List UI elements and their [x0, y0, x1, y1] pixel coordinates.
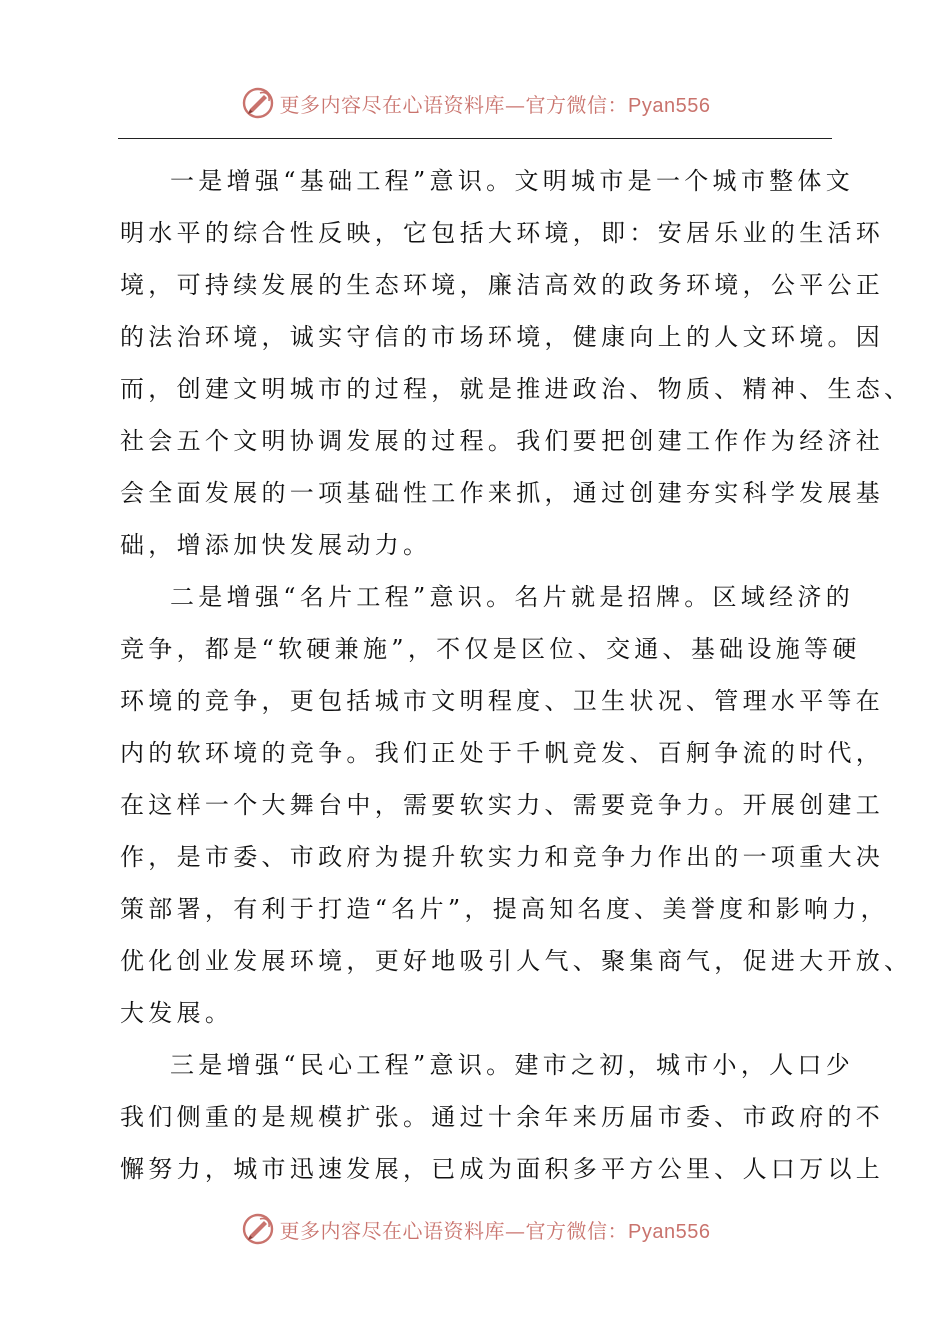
text-line: 二是增强“名片工程”意识。名片就是招牌。区域经济的: [170, 583, 855, 611]
text-line: 内的软环境的竞争。我们正处于千帆竞发、百舸争流的时代，: [120, 739, 885, 767]
brand-logo-icon: [240, 1211, 276, 1247]
text-line: 社会五个文明协调发展的过程。我们要把创建工作作为经济社: [120, 427, 885, 455]
page-footer: [0, 1206, 950, 1252]
header-brand-text: [280, 89, 711, 118]
text-line: 一是增强“基础工程”意识。文明城市是一个城市整体文: [170, 167, 855, 195]
header-brand-label: 更多内容尽在心语资料库—官方微信：: [279, 92, 629, 117]
text-line: 懈努力，城市迅速发展，已成为面积多平方公里、人口万以上: [120, 1155, 885, 1183]
text-line: 境，可持续发展的生态环境，廉洁高效的政务环境，公平公正: [120, 271, 885, 299]
text-line: 而，创建文明城市的过程，就是推进政治、物质、精神、生态、: [120, 375, 913, 403]
paragraph: [120, 155, 913, 571]
brand-logo-icon: [240, 85, 276, 121]
header-wechat-id: Pyan556: [628, 94, 711, 117]
page-header: [0, 80, 950, 126]
paragraph: [120, 1039, 885, 1195]
text-line: 础，增添加快发展动力。: [120, 531, 432, 559]
header-divider: [118, 138, 832, 139]
body-text: [120, 155, 913, 1195]
footer-brand-label: 更多内容尽在心语资料库—官方微信：: [279, 1218, 629, 1243]
text-line: 明水平的综合性反映，它包括大环境，即：安居乐业的生活环: [120, 219, 885, 247]
text-line: 作，是市委、市政府为提升软实力和竞争力作出的一项重大决: [120, 843, 885, 871]
text-line: 竞争，都是“软硬兼施”，不仅是区位、交通、基础设施等硬: [120, 635, 861, 663]
text-line: 三是增强“民心工程”意识。建市之初，城市小，人口少: [170, 1051, 855, 1079]
text-line: 的法治环境，诚实守信的市场环境，健康向上的人文环境。因: [120, 323, 885, 351]
text-line: 策部署，有利于打造“名片”，提高知名度、美誉度和影响力，: [120, 895, 889, 923]
text-line: 在这样一个大舞台中，需要软实力、需要竞争力。开展创建工: [120, 791, 885, 819]
text-line: 优化创业发展环境，更好地吸引人气、聚集商气，促进大开放、: [120, 947, 913, 975]
text-line: 大发展。: [120, 999, 234, 1027]
paragraph: [120, 571, 913, 1039]
footer-wechat-id: Pyan556: [628, 1220, 711, 1243]
text-line: 环境的竞争，更包括城市文明程度、卫生状况、管理水平等在: [120, 687, 885, 715]
text-line: 我们侧重的是规模扩张。通过十余年来历届市委、市政府的不: [120, 1103, 885, 1131]
text-line: 会全面发展的一项基础性工作来抓，通过创建夯实科学发展基: [120, 479, 885, 507]
footer-brand-text: [280, 1215, 711, 1244]
